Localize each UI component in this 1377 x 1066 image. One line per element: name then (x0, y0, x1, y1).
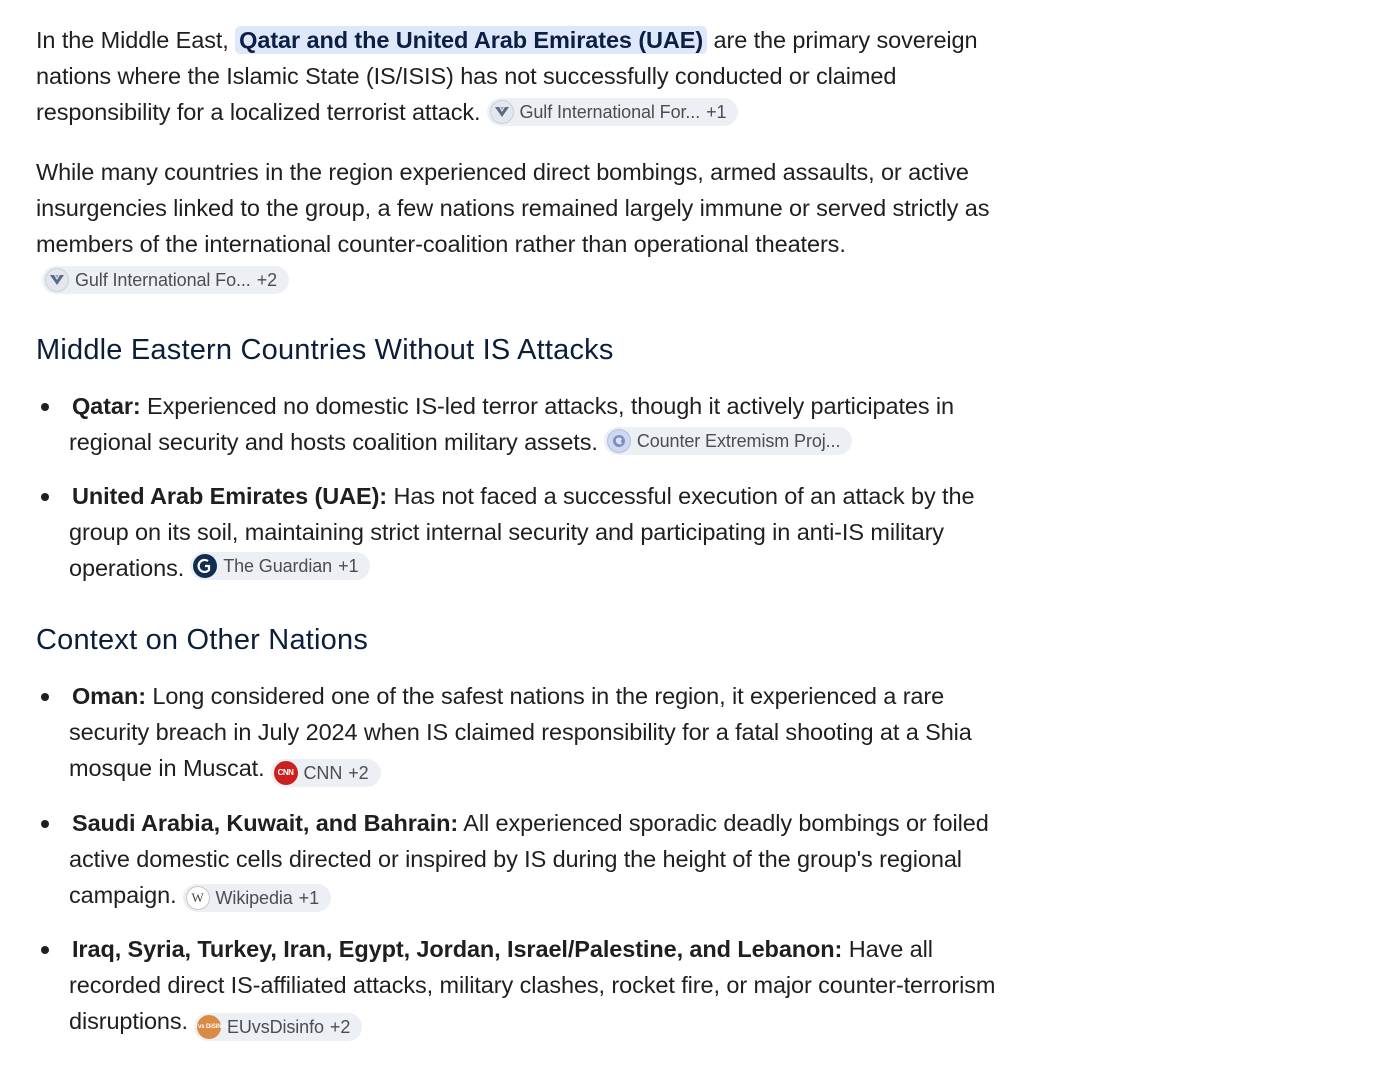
intro-paragraph (36, 22, 1006, 130)
context-text: While many countries in the region experienced direct bombings, armed assaults, or active insurgencies linked to the group, a few nations remained largely immune or served strictly as members of the international counter-coalition rather than operational theaters. (36, 159, 990, 257)
list-item-title: Saudi Arabia, Kuwait, and Bahrain: (72, 810, 459, 836)
other-nations-list (36, 678, 1006, 1041)
source-chip-count: +2 (329, 1017, 351, 1037)
source-chip-label: Wikipedia (215, 888, 293, 908)
section-heading-no-attacks: Middle Eastern Countries Without IS Attacks (36, 334, 614, 366)
list-item-title: Qatar: (72, 393, 141, 419)
gulf-international-forum-icon (45, 268, 69, 292)
source-chip-wikipedia[interactable] (183, 884, 331, 912)
intro-text-after: are the primary sovereign nations where the Islamic State (IS/ISIS) has not successfully conducted or claimed responsibility for a localized terrorist attack. (36, 27, 978, 125)
guardian-icon (193, 554, 217, 578)
list-item-text: Has not faced a successful execution of an attack by the group on its soil, maintaining strict internal security and participating in anti-IS military operations. (69, 483, 975, 581)
source-chip-label: Counter Extremism Proj... (636, 431, 841, 451)
list-item-title: Oman: (72, 683, 146, 709)
list-item-saudi-kuwait-bahrain (36, 805, 1006, 913)
list-item-title: United Arab Emirates (UAE): (72, 483, 388, 509)
highlighted-phrase[interactable]: Qatar and the United Arab Emirates (UAE) (235, 26, 707, 54)
source-chip-label: Gulf International Fo... (75, 270, 251, 290)
source-chip-count: +2 (348, 763, 369, 783)
countries-without-attacks-list (36, 388, 1006, 586)
answer-content (36, 22, 1006, 1059)
wikipedia-icon: W (186, 886, 210, 910)
list-item-uae (36, 478, 1006, 586)
source-chip-label: Gulf International For... (519, 102, 701, 122)
intro-text-before: In the Middle East, (36, 27, 236, 53)
list-item-title: Iraq, Syria, Turkey, Iran, Egypt, Jordan, Israel/Palestine, and Lebanon: (72, 936, 843, 962)
list-item-oman (36, 678, 1006, 787)
source-chip-guardian[interactable] (190, 552, 370, 580)
source-chip-label: EUvsDisinfo (226, 1017, 324, 1037)
list-item-text: Long considered one of the safest nations in the region, it experienced a rare security breach in July 2024 when IS claimed responsibility for a fatal shooting at a Shia mosque in Muscat. (69, 683, 972, 781)
section-heading-other-nations: Context on Other Nations (36, 624, 369, 656)
gulf-international-forum-icon (490, 100, 514, 124)
source-chip-gulf-forum-2[interactable] (42, 266, 289, 294)
source-chip-count: +1 (706, 102, 727, 122)
list-item-text: All experienced sporadic deadly bombings or foiled active domestic cells directed or inspired by IS during the height of the group's regional campaign. (69, 810, 989, 908)
source-chip-count: +2 (256, 270, 278, 290)
counter-extremism-project-icon (607, 429, 631, 453)
source-chip-euvsdisinfo[interactable] (188, 1013, 362, 1041)
source-chip-gulf-forum[interactable] (487, 98, 739, 126)
cnn-icon: CNN (274, 761, 298, 785)
source-chip-cnn[interactable] (271, 759, 381, 787)
list-item-text: Experienced no domestic IS-led terror attacks, though it actively participates in regional security and hosts coalition military assets. (69, 393, 955, 455)
context-paragraph (36, 154, 1006, 298)
euvsdisinfo-icon: EU vs DiSiNFO (197, 1015, 221, 1039)
source-chip-label: The Guardian (223, 556, 333, 576)
list-item-iraq-syria-others (36, 931, 1006, 1041)
source-chip-counter-extremism[interactable] (604, 427, 853, 455)
list-item-text: Have all recorded direct IS-affiliated attacks, military clashes, rocket fire, or major counter-terrorism disruptions. (69, 936, 996, 1034)
source-chip-count: +1 (298, 888, 319, 908)
source-chip-label: CNN (303, 763, 343, 783)
source-chip-count: +1 (338, 556, 359, 576)
list-item-qatar (36, 388, 1006, 460)
